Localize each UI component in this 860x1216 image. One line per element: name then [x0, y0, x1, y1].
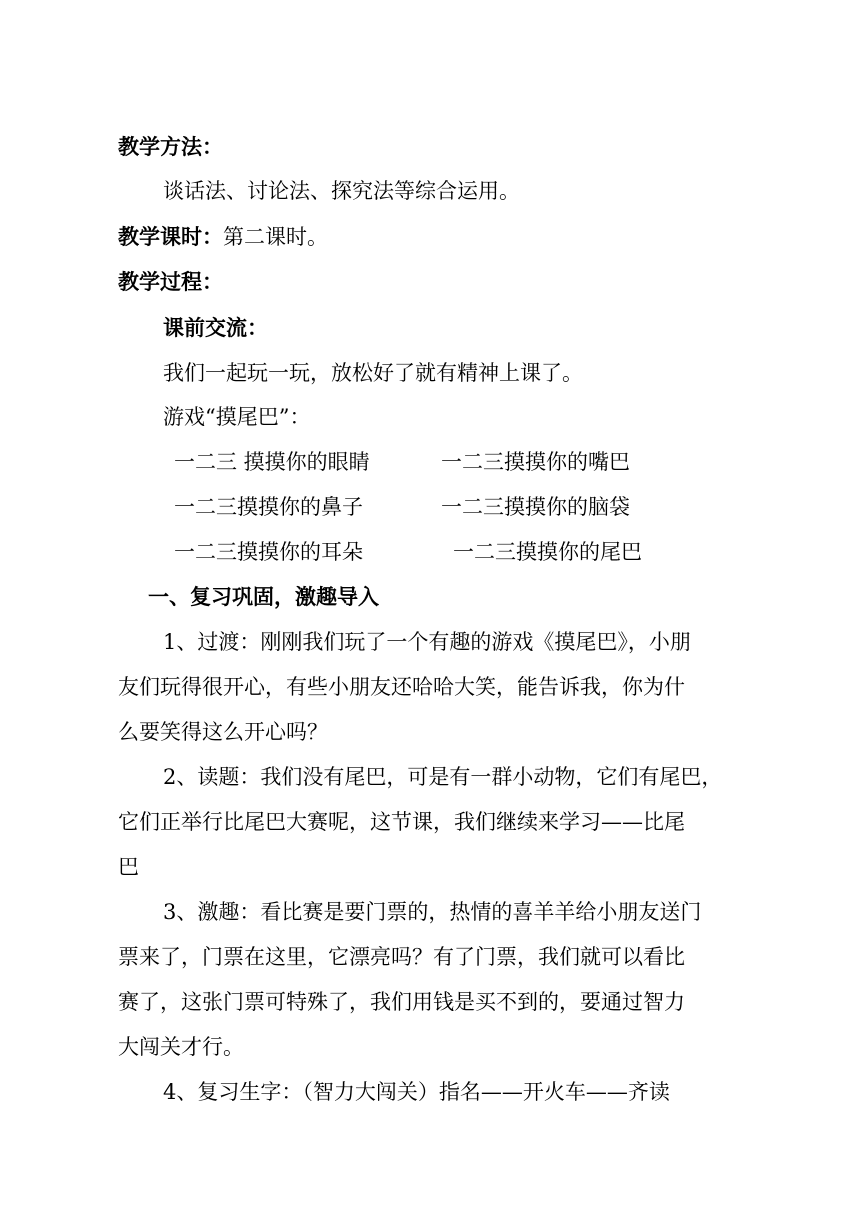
game-line-left: 一二三摸摸你的鼻子 [174, 495, 363, 519]
paragraph-line: 票来了，门票在这里，它漂亮吗？有了门票，我们就可以看比 [118, 945, 685, 969]
period-label: 教学课时： [118, 224, 223, 249]
game-line-left: 一二三摸摸你的耳朵 [174, 540, 363, 564]
section-heading: 一、复习巩固，激趣导入 [148, 584, 379, 609]
paragraph-line: 赛了，这张门票可特殊了，我们用钱是买不到的，要通过智力 [118, 990, 685, 1014]
process-label: 教学过程： [118, 269, 223, 294]
paragraph-line: 么要笑得这么开心吗？ [118, 720, 328, 744]
paragraph-line: 1、过渡：刚刚我们玩了一个有趣的游戏《摸尾巴》，小朋 [163, 630, 691, 654]
game-line-left: 一二三 摸摸你的眼睛 [174, 450, 370, 474]
method-label: 教学方法： [118, 134, 223, 159]
pre-class-intro: 我们一起玩一玩，放松好了就有精神上课了。 [163, 361, 583, 385]
paragraph-line: 2、读题：我们没有尾巴，可是有一群小动物，它们有尾巴， [163, 765, 723, 789]
game-title: 游戏“摸尾巴”： [163, 405, 311, 429]
paragraph-line: 3、激趣：看比赛是要门票的，热情的喜羊羊给小朋友送门 [163, 900, 702, 924]
paragraph-line: 大闯关才行。 [118, 1035, 244, 1059]
game-line-right: 一二三摸摸你的脑袋 [441, 495, 630, 519]
pre-class-label: 课前交流： [163, 315, 268, 340]
paragraph-line: 它们正举行比尾巴大赛呢，这节课，我们继续来学习——比尾 [118, 810, 685, 834]
method-text: 谈话法、讨论法、探究法等综合运用。 [163, 179, 520, 203]
game-line-right: 一二三摸摸你的嘴巴 [441, 450, 630, 474]
period-value: 第二课时。 [223, 225, 328, 249]
paragraph-line: 友们玩得很开心，有些小朋友还哈哈大笑，能告诉我，你为什 [118, 675, 685, 699]
game-line-right: 一二三摸摸你的尾巴 [453, 540, 642, 564]
paragraph-line: 4、复习生字：（智力大闯关）指名——开火车——齐读 [163, 1080, 670, 1104]
paragraph-line: 巴 [118, 855, 139, 879]
period-line [118, 222, 328, 252]
